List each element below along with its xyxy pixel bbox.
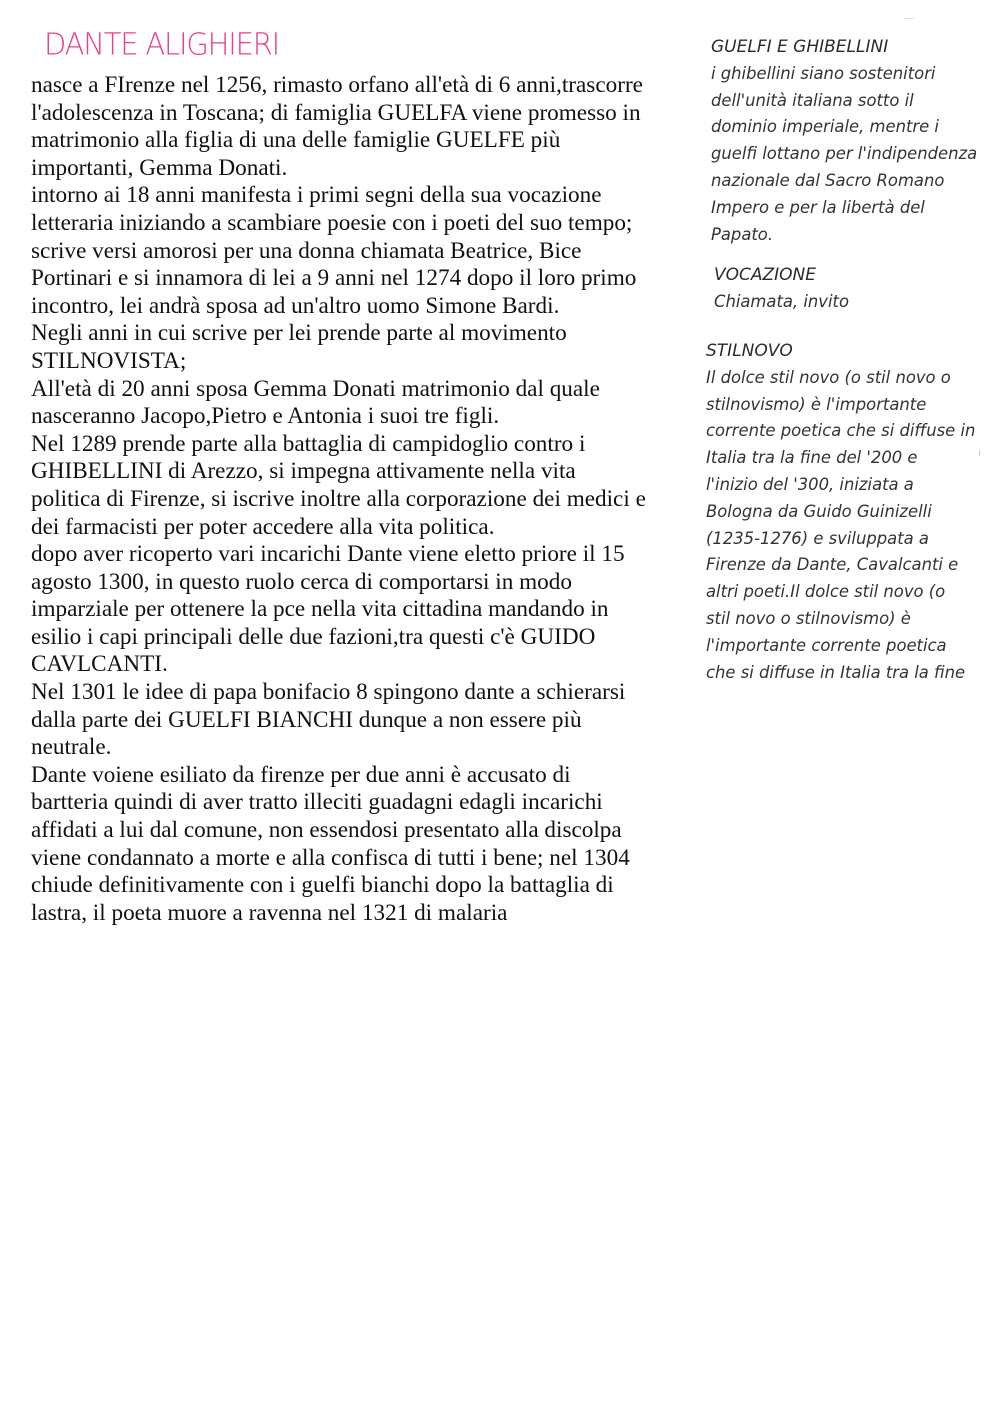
note-line: corrente poetica che si diffuse in	[706, 421, 976, 441]
note-stilnovo	[706, 338, 975, 686]
biography-line: STILNOVISTA;	[31, 347, 187, 374]
biography-line: imparziale per ottenere la pce nella vita cittadina mandando in	[31, 596, 609, 623]
note-body	[706, 365, 975, 687]
biography-line: chiude definitivamente con i guelfi bianchi dopo la battaglia di	[31, 872, 614, 899]
note-heading: VOCAZIONE	[714, 265, 817, 285]
note-line: Firenze da Dante, Cavalcanti e	[706, 555, 959, 575]
biography-line: nasceranno Jacopo,Pietro e Antonia i suoi tre figli.	[31, 403, 500, 430]
biography-line: dopo aver ricoperto vari incarichi Dante viene eletto priore il 15	[31, 541, 625, 568]
biography-line: Nel 1301 le idee di papa bonifacio 8 spingono dante a schierarsi	[31, 679, 626, 706]
biography-line: CAVLCANTI.	[31, 651, 168, 678]
note-line: (1235-1276) e sviluppata a	[706, 528, 929, 548]
scan-mark	[979, 450, 980, 456]
note-line: stilnovismo) è l'importante	[706, 394, 927, 414]
note-line: Papato.	[711, 224, 774, 244]
note-heading: STILNOVO	[706, 341, 793, 361]
biography-text	[31, 72, 703, 927]
biography-line: neutrale.	[31, 734, 112, 761]
biography-line: intorno ai 18 anni manifesta i primi segni della sua vocazione	[31, 182, 602, 209]
note-heading: GUELFI E GHIBELLINI	[711, 37, 889, 57]
note-line: altri poeti.Il dolce stil novo (o	[706, 582, 946, 602]
biography-line: dalla parte dei GUELFI BIANCHI dunque a non essere più	[31, 706, 582, 733]
biography-line: esilio i capi principali delle due fazioni,tra questi c'è GUIDO	[31, 623, 596, 650]
biography-line: Portinari e si innamora di lei a 9 anni nel 1274 dopo il loro primo	[31, 265, 637, 292]
biography-line: Negli anni in cui scrive per lei prende parte al movimento	[31, 320, 567, 347]
note-line: che si diffuse in Italia tra la fine	[706, 662, 966, 682]
note-vocazione	[714, 262, 849, 316]
note-line: l'inizio del '300, iniziata a	[706, 474, 914, 494]
biography-line: viene condannato a morte e alla confisca di tutti i bene; nel 1304	[31, 844, 630, 871]
biography-line: importanti, Gemma Donati.	[31, 154, 288, 181]
biography-line: incontro, lei andrà sposa ad un'altro uomo Simone Bardi.	[31, 292, 560, 319]
biography-line: All'età di 20 anni sposa Gemma Donati matrimonio dal quale	[31, 375, 600, 402]
note-line: dominio imperiale, mentre i	[711, 117, 939, 137]
note-guelfi-ghibellini	[711, 34, 977, 248]
biography-line: lastra, il poeta muore a ravenna nel 1321 di malaria	[31, 899, 508, 926]
biography-line: letteraria iniziando a scambiare poesie con i poeti del suo tempo;	[31, 209, 633, 236]
note-line: stil novo o stilnovismo) è	[706, 608, 911, 628]
note-line: Chiamata, invito	[714, 291, 849, 311]
biography-line: matrimonio alla figlia di una delle famiglie GUELFE più	[31, 127, 561, 154]
biography-line: scrive versi amorosi per una donna chiamata Beatrice, Bice	[31, 237, 582, 264]
note-line: i ghibellini siano sostenitori	[711, 63, 936, 83]
note-line: Bologna da Guido Guinizelli	[706, 501, 932, 521]
biography-line: GHIBELLINI di Arezzo, si impegna attivamente nella vita	[31, 458, 576, 485]
note-line: nazionale dal Sacro Romano	[711, 170, 945, 190]
biography-line: l'adolescenza in Toscana; di famiglia GUELFA viene promesso in	[31, 99, 641, 126]
note-body	[714, 289, 849, 316]
note-line: l'importante corrente poetica	[706, 635, 947, 655]
biography-line: bartteria quindi di aver tratto illeciti guadagni edagli incarichi	[31, 789, 603, 816]
biography-line: agosto 1300, in questo ruolo cerca di comportarsi in modo	[31, 568, 572, 595]
biography-line: affidati a lui dal comune, non essendosi presentato alla discolpa	[31, 817, 622, 844]
note-line: Italia tra la fine del '200 e	[706, 448, 918, 468]
biography-line: dei farmacisti per poter accedere alla vita politica.	[31, 513, 495, 540]
page-title: DANTE ALIGHIERI	[44, 26, 280, 62]
biography-line: nasce a FIrenze nel 1256, rimasto orfano all'età di 6 anni,trascorre	[31, 72, 643, 98]
note-line: Impero e per la libertà del	[711, 197, 925, 217]
note-body	[711, 61, 977, 249]
note-line: dell'unità italiana sotto il	[711, 90, 914, 110]
note-line: Il dolce stil novo (o stil novo o	[706, 367, 951, 387]
biography-line: Dante voiene esiliato da firenze per due anni è accusato di	[31, 761, 571, 788]
biography-line: Nel 1289 prende parte alla battaglia di campidoglio contro i	[31, 430, 586, 457]
scan-speck	[904, 18, 914, 19]
note-line: guelfi lottano per l'indipendenza	[711, 144, 978, 164]
biography-line: politica di Firenze, si iscrive inoltre alla corporazione dei medici e	[31, 485, 646, 512]
